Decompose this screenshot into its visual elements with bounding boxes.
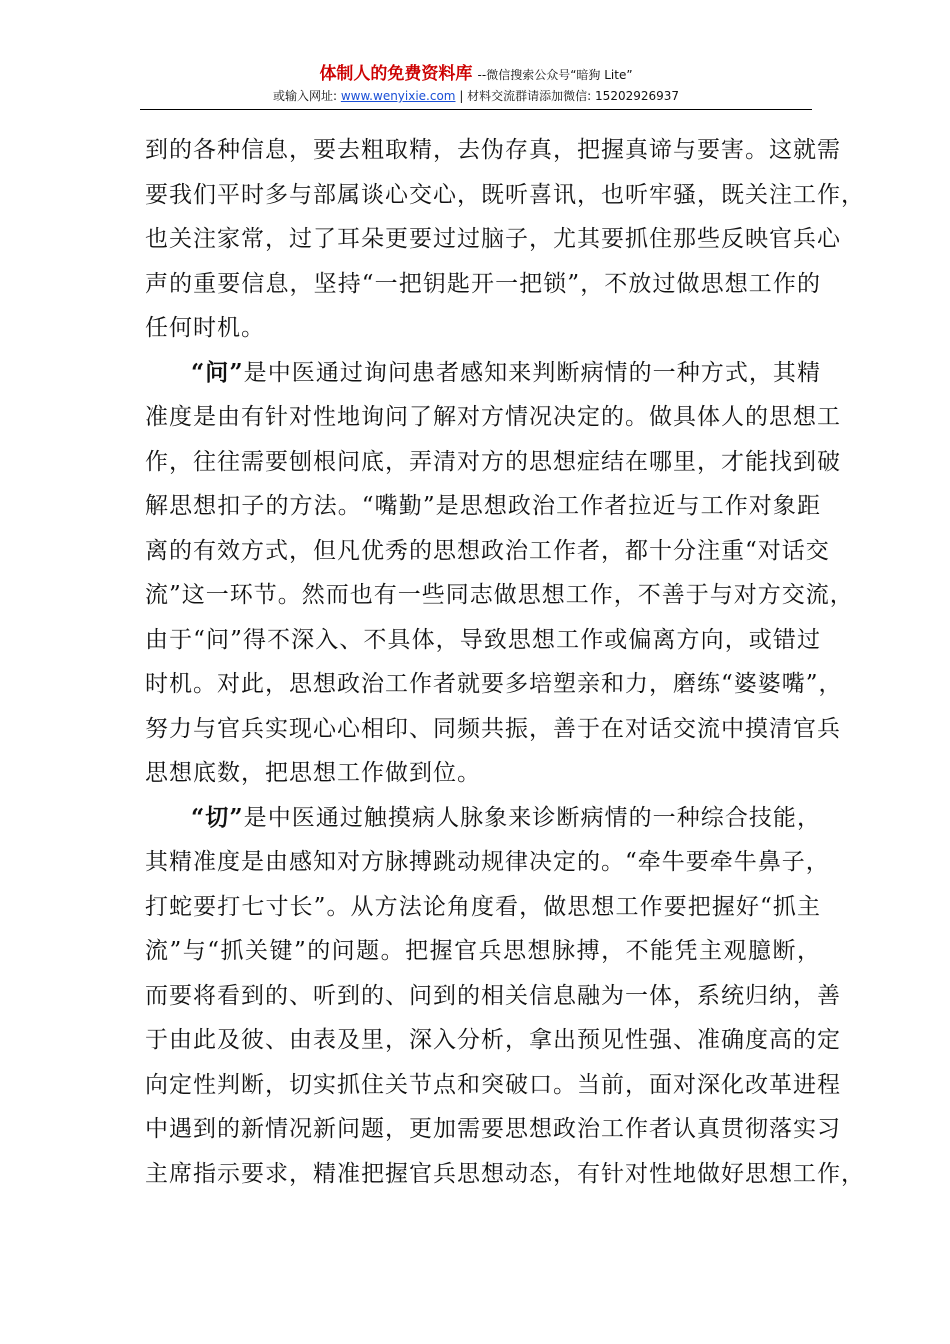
header-divider [140, 109, 812, 110]
header-url-prefix: 或输入网址: [272, 89, 338, 103]
text-line: 离的有效方式，但凡优秀的思想政治工作者，都十分注重“对话交 [145, 537, 830, 564]
text-line: 主席指示要求，精准把握官兵思想动态，有针对性地做好思想工作， [145, 1160, 865, 1187]
text-line-rest: 是中医通过触摸病人脉象来诊断病情的一种综合技能， [243, 804, 821, 831]
header-contact: | 材料交流群请添加微信: 15202926937 [459, 89, 680, 103]
paragraph-lead: “问” [191, 358, 244, 386]
paragraph-lead: “切” [191, 803, 244, 831]
text-line: 解思想扣子的方法。“嘴勤”是思想政治工作者拉近与工作对象距 [145, 493, 821, 519]
text-line: 时机。对此，思想政治工作者就要多培塑亲和力，磨练“婆婆嘴”， [145, 671, 843, 697]
header-title: 体制人的免费资料库 [319, 64, 473, 84]
text-line: 于由此及彼、由表及里，深入分析，拿出预见性强、准确度高的定 [145, 1027, 841, 1053]
text-line: 声的重要信息，坚持“一把钥匙开一把锁”，不放过做思想工作的 [145, 270, 821, 297]
text-line: 作，往往需要刨根问底，弄清对方的思想症结在哪里，才能找到破 [145, 448, 841, 475]
header-title-line [140, 62, 812, 86]
text-line-first [145, 351, 821, 396]
text-line: 也关注家常，过了耳朵更要过过脑子，尤其要抓住那些反映官兵心 [145, 226, 841, 252]
text-line: 向定性判断，切实抓住关节点和突破口。当前，面对深化改革进程 [145, 1071, 841, 1098]
text-line: 到的各种信息，要去粗取精，去伪存真，把握真谛与要害。这就需 [145, 137, 841, 163]
text-line: 打蛇要打七寸长”。从方法论角度看，做思想工作要把握好“抓主 [145, 893, 821, 920]
text-line-rest: 是中医通过询问患者感知来判断病情的一种方式，其精 [243, 359, 821, 386]
paragraph-qie [145, 796, 865, 1197]
text-line: 任何时机。 [145, 315, 265, 341]
header-subtitle: --微信搜索公众号“暗狗 Lite” [477, 68, 633, 82]
text-line: 由于“问”得不深入、不具体，导致思想工作或偏离方向，或错过 [145, 626, 821, 653]
text-line: 要我们平时多与部属谈心交心，既听喜讯，也听牢骚，既关注工作， [145, 181, 865, 208]
text-line-first [145, 796, 821, 841]
text-line: 准度是由有针对性地询问了解对方情况决定的。做具体人的思想工 [145, 404, 841, 430]
header-contact-line [140, 86, 812, 106]
text-line: 流”这一环节。然而也有一些同志做思想工作，不善于与对方交流， [145, 582, 854, 608]
document-body [145, 128, 865, 1196]
text-line: 其精准度是由感知对方脉搏跳动规律决定的。“牵牛要牵牛鼻子， [145, 849, 830, 875]
text-line: 中遇到的新情况新问题，更加需要思想政治工作者认真贯彻落实习 [145, 1116, 841, 1142]
paragraph [145, 128, 865, 351]
text-line: 而要将看到的、听到的、问到的相关信息融为一体，系统归纳，善 [145, 982, 841, 1009]
text-line: 努力与官兵实现心心相印、同频共振，善于在对话交流中摸清官兵 [145, 715, 841, 742]
text-line: 思想底数，把思想工作做到位。 [145, 760, 481, 786]
header-url-link[interactable]: www.wenyixie.com [340, 89, 456, 103]
page-header [140, 62, 812, 106]
text-line: 流”与“抓关键”的问题。把握官兵思想脉搏，不能凭主观臆断， [145, 938, 821, 964]
paragraph-wen [145, 351, 854, 796]
